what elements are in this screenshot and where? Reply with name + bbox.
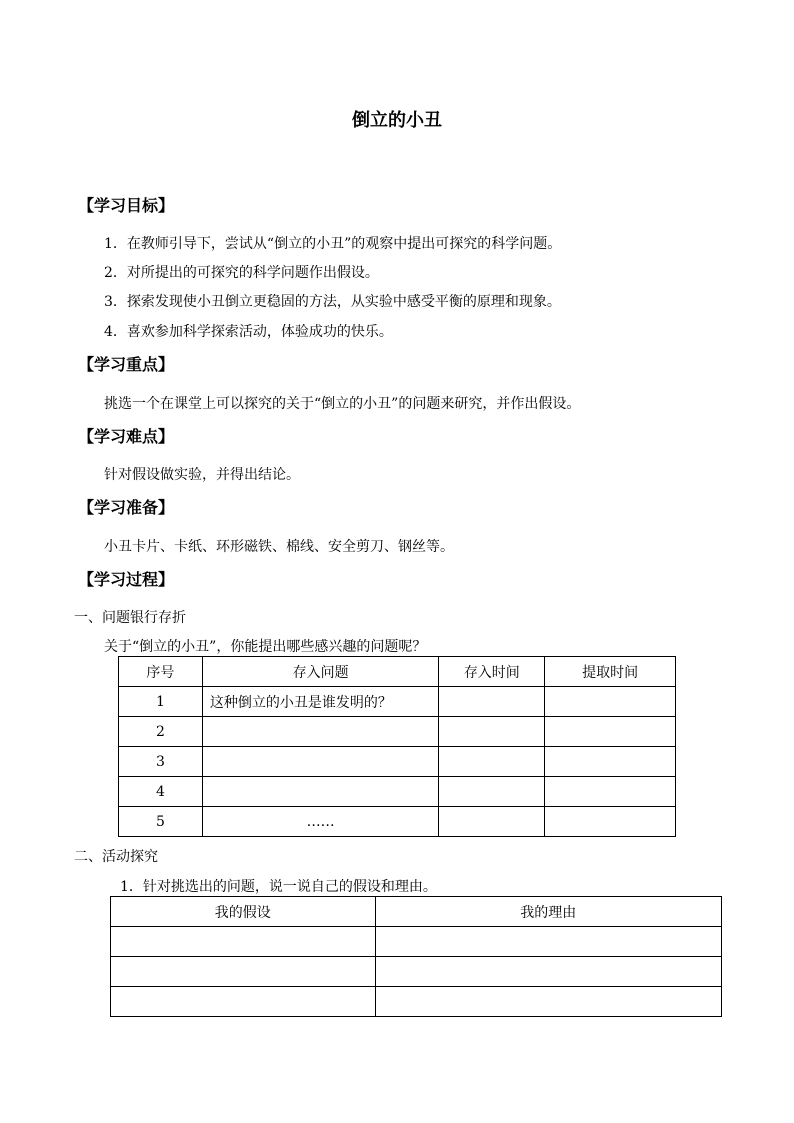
page-title: 倒立的小丑 (352, 110, 442, 131)
row-question (202, 717, 439, 747)
focus-heading: 【学习重点】 (78, 355, 175, 374)
table-header-row (119, 657, 676, 687)
difficulty-heading: 【学习难点】 (78, 427, 175, 446)
objective-item-4: 4．喜欢参加科学探索活动，体验成功的快乐。 (104, 324, 393, 340)
table-row (111, 987, 722, 1017)
reason-cell (375, 927, 721, 957)
header-question: 存入问题 (202, 657, 439, 687)
table-row (119, 717, 676, 747)
row-index: 4 (119, 777, 203, 807)
header-reason: 我的理由 (375, 897, 721, 927)
preparation-text: 小丑卡片、卡纸、环形磁铁、棉线、安全剪刀、钢丝等。 (104, 539, 454, 555)
header-hypothesis: 我的假设 (111, 897, 376, 927)
section2-prompt: 1．针对挑选出的问题，说一说自己的假设和理由。 (120, 879, 437, 895)
section1-prompt: 关于“倒立的小丑”，你能提出哪些感兴趣的问题呢？ (104, 639, 427, 655)
table-row (111, 927, 722, 957)
row-question: 这种倒立的小丑是谁发明的？ (202, 687, 439, 717)
header-deposit-time: 存入时间 (439, 657, 545, 687)
difficulty-text: 针对假设做实验，并得出结论。 (104, 467, 300, 483)
table-header-row (111, 897, 722, 927)
table-row (119, 807, 676, 837)
reason-cell (375, 957, 721, 987)
row-deposit-time (439, 807, 545, 837)
focus-text: 挑选一个在课堂上可以探究的关于“倒立的小丑”的问题来研究，并作出假设。 (104, 396, 581, 412)
row-deposit-time (439, 717, 545, 747)
table-row (119, 747, 676, 777)
table-row (119, 687, 676, 717)
header-withdraw-time: 提取时间 (545, 657, 676, 687)
process-heading: 【学习过程】 (78, 570, 175, 589)
row-withdraw-time (545, 747, 676, 777)
row-index: 1 (119, 687, 203, 717)
objective-item-2: 2．对所提出的可探究的科学问题作出假设。 (104, 265, 379, 281)
objectives-heading: 【学习目标】 (78, 196, 175, 215)
row-question: …… (202, 807, 439, 837)
table-row (119, 777, 676, 807)
table-row (111, 957, 722, 987)
row-question (202, 777, 439, 807)
hypothesis-cell (111, 957, 376, 987)
hypothesis-table (110, 896, 722, 1017)
objective-item-1: 1．在教师引导下，尝试从“倒立的小丑”的观察中提出可探究的科学问题。 (104, 236, 562, 252)
header-index: 序号 (119, 657, 203, 687)
row-deposit-time (439, 687, 545, 717)
row-withdraw-time (545, 777, 676, 807)
question-bank-table (118, 656, 676, 837)
row-withdraw-time (545, 687, 676, 717)
hypothesis-cell (111, 987, 376, 1017)
preparation-heading: 【学习准备】 (78, 498, 175, 517)
row-index: 2 (119, 717, 203, 747)
section1-title: 一、问题银行存折 (74, 610, 186, 626)
row-question (202, 747, 439, 777)
hypothesis-cell (111, 927, 376, 957)
row-index: 3 (119, 747, 203, 777)
row-deposit-time (439, 777, 545, 807)
section2-title: 二、活动探究 (74, 849, 158, 865)
objective-item-3: 3．探索发现使小丑倒立更稳固的方法，从实验中感受平衡的原理和现象。 (104, 294, 561, 310)
row-deposit-time (439, 747, 545, 777)
reason-cell (375, 987, 721, 1017)
row-withdraw-time (545, 717, 676, 747)
row-index: 5 (119, 807, 203, 837)
row-withdraw-time (545, 807, 676, 837)
